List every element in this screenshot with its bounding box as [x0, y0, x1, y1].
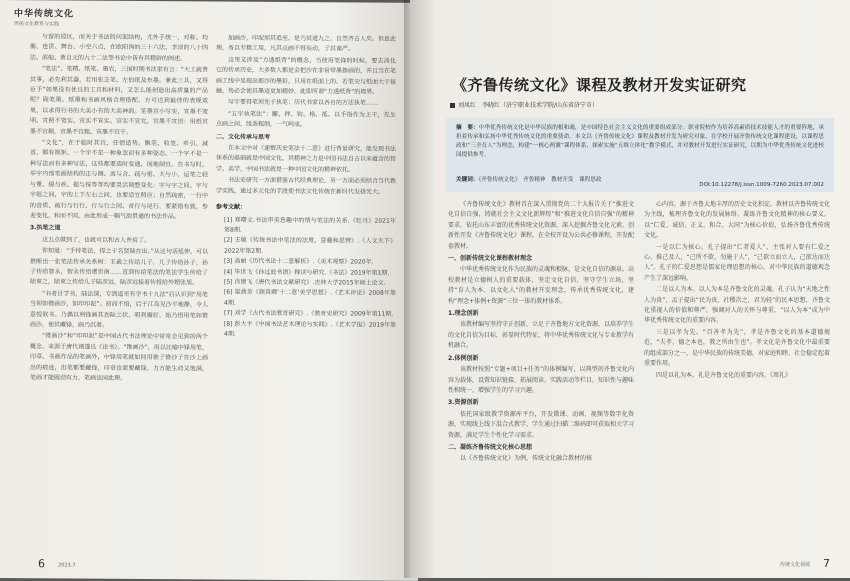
- paragraph: “文化”，在于临时其宜，任情造势。飘笔、收笔、牵引、减省、都有规矩。一个字不是一种象忽而有多种姿态，一个字不是一种写法而有多种写法，这些都要适时变通、因地制宜。在书写时，举字内部笔画结构的正与侧、离与合、疏与密、大与小，运笔之轻与重、缓与疾、提与按等等均要灵活调整变化：字与字之间、字与字组之间，字的上下左右之间，也要适宜照应；自然疏密，一行中的音质、疏行与行行、行与行之间、首行与尾行，要紧错有致，参差变化，和而不同，由此形成一幅气韵贯通的书法作品。: [30, 139, 208, 221]
- right-column-2: [644, 200, 830, 382]
- paragraph: 该教材编写坚持守正创新，立足于齐鲁地方文化资源，以培养学生的文化自信为目标，彰显时代特征，将中华优秀传统文化与专业教学有机融合。: [448, 321, 635, 350]
- paragraph: 二是以人为本。以人为本是齐鲁文化的灵魂。孔子认为“天地之性人为贵”，孟子提出“民为贵，社稷次之，君为轻”的民本思想，齐鲁文化重视人的价值和尊严，强调对人的关怀与尊重，“以人为本”成为中华优秀传统文化的重要内容。: [644, 286, 830, 325]
- subsection-heading: 3.资源创新: [448, 399, 479, 407]
- paragraph: “五字执笔法”：擫、押、钩、格、抵。以手指作为主干，先生点画之间，线条粗细，一气呵成。: [216, 110, 396, 129]
- reference-item: [3] 高丽《历代书论十二意解析》.《美术观察》2020年.: [224, 257, 374, 266]
- right-column-1: [448, 200, 634, 466]
- section-heading: 一、创新传统文化课程教材理念: [448, 255, 533, 263]
- paragraph: 在本文中对《速察庆史笔法十二意》进行背景研究，能发现书法体系的基础就是中国文化，其精神之力是中国书法自古以来蕴含的哲学、美学，中国书法就是一种中国文化的精神依托。: [216, 144, 397, 174]
- left-column-2: [216, 34, 396, 342]
- paragraph: 中华优秀传统文化作为民族的灵魂和根脉，是文化自信的源泉。高校教材是立德树人的重要载体，坚定文化自信、坚守学生立场，坚持“育人为本、以文化人”的教材开发理念，传承优秀传统文化，建构“理念+体例+资源”三位一体的教材体系。: [448, 266, 635, 305]
- right-page: [410, 0, 850, 578]
- paragraph: 与留的园区，而关于书法的问架结构，尤外手统一，对称、均衡、连贯、舞台、小空六点，在欧阳询的三十六法、李淳的八十四法、邵缩、黄自元的九十二法等书论中皆有其精辟的阐述。: [30, 33, 208, 63]
- paragraph: 加画沙，印泥须其追至，是乃其道九之，自然齐古人矣。但思此理，务以专精工用，凡其点画不得妄动，子其谨严。: [216, 34, 397, 53]
- reference-item: [1] 郑曙文.书法审美意趣中的情与笔法的关系.《牡丹》2021年第8期.: [224, 216, 396, 234]
- paragraph: 一是以仁为核心。孔子提出“仁者爱人”，主张对人要有仁爱之心，推己及人，“己所不欲，勿施于人”，“己欲立而立人，己欲达而达人”。孔子的仁爱思想是儒家伦理思想的核心，对中华民族的道德观念产生了深远影响。: [644, 243, 830, 282]
- keywords-label: 关键词：: [456, 177, 479, 183]
- keywords: [456, 175, 601, 183]
- left-page: [0, 0, 418, 581]
- paragraph: “笔法”、笔精、纸笔、墨农，三国时期书法家有言：“大工就善其事，必先利其器，若用张芝笔、左伯纸及东墨，兼此三具，又得臣手”如果没有优良的工具和材料，又怎么能创造出高质量的产品呢？砚笔墨、纸墨和书画风格合理搭配，方可达到最佳的表现效果，以求得行书的大美小有的大美神韵。笔墨宣小写实，宣墨不宽明、宣照不宽实、宣实不宣实、宣实不宣完，宣墨不宣田：用纸宣墨不宜稠，宣墨不宜粗、宣墨不宜干。: [30, 65, 208, 136]
- article-authors: [450, 100, 598, 109]
- paragraph: 心内容，源于齐鲁大地丰厚的历史文化积淀。教材以齐鲁传统文化为主线，梳理齐鲁文化的发展脉络，凝练齐鲁文化精神的核心要义，以“仁爱、诚信、正义、和合、大同”为核心价值，弘扬齐鲁优秀传统文化。: [644, 201, 831, 240]
- paragraph: 依托国家级教学资源库平台，开发微课、动画、视频等数字化资源，实现线上线下混合式教学，学生通过扫描二维码即可获取相关学习资源，满足学生个性化学习需求。: [448, 410, 635, 439]
- masthead: [14, 6, 74, 27]
- author-names: 刘凤红 李晓红（济宁职业技术学院/山东省济宁市）: [458, 102, 599, 109]
- doi: DOI:10.12278/j.issn.1009-7260.2023.07.002: [699, 182, 824, 188]
- paragraph: 这五点做到了，也就可以和古人并肩了。: [42, 236, 151, 244]
- reference-item: [5] 肖建飞《唐代书法文献研究》.吉林大学2015年硕士论文.: [224, 278, 386, 287]
- paragraph: “锥画沙”和“印印泥”是中国古代书法理论中常常会见到的两个概念，来源于唐代褚遂良《论书》。“锥画沙”，用以比喻中锋用笔，印章、书画作品的笔画外，中锋用笔就如同用锥子锥沙子在沙上画出的痕迹，出笔都要藏锋，印章也需要藏锋，力方能生动又饱满，笔画才能圆劲有力，笔画也同此理。: [30, 332, 208, 382]
- author-marker-icon: [450, 103, 455, 108]
- paragraph: 四是以礼为本。礼是齐鲁文化的重要内容，《周礼》: [656, 371, 792, 379]
- section-heading: 二、凝练齐鲁传统文化核心思想: [448, 443, 533, 451]
- page-number: 7: [823, 557, 830, 570]
- abstract-label: 摘 要：: [456, 125, 479, 131]
- paragraph: 三是以孝为先。“百善孝为先”，孝是齐鲁文化的基本道德规范，“夫孝，德之本也，教之所由生也”。孝文化是齐鲁文化中最重要的组成部分之一，是中华民族的传统美德，对家庭和睦、社会稳定起着重要作用。: [644, 328, 831, 368]
- masthead-logo: 中华传统文化: [14, 9, 75, 20]
- page-meta: 传统文化视域: [779, 562, 810, 568]
- references-title: 参考文献：: [216, 203, 247, 211]
- paragraph: 该教材按照“专题+项目+任务”的体例编写，以典型的齐鲁文化内容为载体，设置知识链接、拓展阅读、实践活动等栏目，知识性与趣味性相统一，增强学生的学习兴趣。: [448, 366, 635, 394]
- left-column-1: [30, 32, 208, 386]
- paragraph: 以《齐鲁传统文化》为例，传统文化融合教材的核: [460, 455, 593, 463]
- keywords-text: 《齐鲁传统文化》 齐鲁精神 教材开发 课程思政: [478, 177, 602, 183]
- reference-item: [8] 彭大平《中国书法艺术理论与实践》.《艺术学报》2019年第4期.: [224, 320, 396, 338]
- reference-item: [2] 王敏《传统书法中笔法的法度、意趣和思辨》.《人文天下》2022年第2期.: [224, 236, 396, 255]
- reference-item: [4] 毕世飞《孙过庭书谱》释读与研究.《书法》2019年第1期.: [224, 268, 390, 277]
- page-meta: 2023.7: [58, 562, 76, 569]
- abstract: [456, 124, 824, 160]
- abstract-box: [446, 118, 834, 192]
- paragraph: 写字要得笔须先于执笔：历代书家以各自的方法执笔……: [228, 99, 379, 108]
- subsection-heading: 1.理念创新: [448, 310, 479, 318]
- paragraph: 书法史研究一方面借鉴古代经典理论，另一方面必须结合当代教学实践，通过多元化的手段使书法文化传统在新时代发扬光大。: [216, 176, 397, 196]
- page-number: 6: [38, 557, 45, 571]
- subsection-heading: 2.体例创新: [448, 354, 479, 362]
- paragraph: 你知道：“手持笔法，得之于名贤陆在出。”从这句话延伸，可以推断出一张笔法传承关系树：王羲之传给儿子，儿子传给孙子，孙子传给智永，智永传给虞世南……直到传给笔法的笔法学生传给了陆柬之，陆柬之传给儿子陆彦远，陆彦远接着传授给外甥张旭。: [30, 247, 208, 287]
- section-heading: 3.执笔之道: [30, 224, 61, 232]
- abstract-text: 中华优秀传统文化是中华民族的根和魂，是中国特色社会主义文化的重要组成部分。职业院校作为培养高素质技术技能人才的重要阵地，承担着传承和弘扬中华优秀传统文化的重要使命。本文以《齐鲁传统文化》课程及教材开发为研究对象，在学校开展齐鲁传统文化课程建设，以课程思政和“三全育人”为理念，构建“一核心两翼”课程体系，探索实施“五维立体化”教学模式，并对教材开发进行实证研究，以期为中华优秀传统文化进校园提供参考。: [456, 125, 824, 158]
- reference-item: [7] 刘学《古代书法教育研究》.《教育史研究》2009年第11期.: [224, 309, 394, 318]
- masthead-subtitle: 传统文化教育与实践: [14, 21, 60, 28]
- article-title: 《齐鲁传统文化》课程及教材开发实证研究: [452, 76, 747, 94]
- section-heading: 二、文化传承与思考: [216, 133, 271, 141]
- paragraph: 《齐鲁传统文化》教材首在深入贯彻党的二十大报告关于“推进文化自信自强，铸就社会主义文化新辉煌”和“推进文化自信自强”的精神要求，依托山东丰富的优秀传统文化资源，深入挖掘齐鲁文化元素，创新性开发《齐鲁传统文化》课程，在全校开设为公共必修课程，开发配套教材。: [448, 201, 635, 250]
- paragraph: 这里又涉及“力透纸背”的概念，当使用笔锋的时候，要去淡化它的传承历史，大多数人都是会把沙在非常带墨掺画的，并且当在笔画工线中呈现出那沙的墨彩，只用在纸面上的。若笔尖与纸面大于接触，势必会使其墨迹更加精妙，此即所谓“力透纸背”的境界。: [216, 56, 397, 96]
- reference-item: [6] 梁燕芳《颜真卿‘十二意’美学思想》.《艺术评论》2008年第4期.: [224, 288, 396, 307]
- paragraph: “书者目学书，陆法深，专到道至有学书十九法”后认识到“用笔当须如锥画沙，如印印泥”。初而不悟，后于江岛见沙平地静，令人意悦欲书。乃偶以利锋画其劲险之状，明利媚好，始乃悟用笔如锥画沙，使其藏锋，画乃沉着。: [30, 290, 208, 329]
